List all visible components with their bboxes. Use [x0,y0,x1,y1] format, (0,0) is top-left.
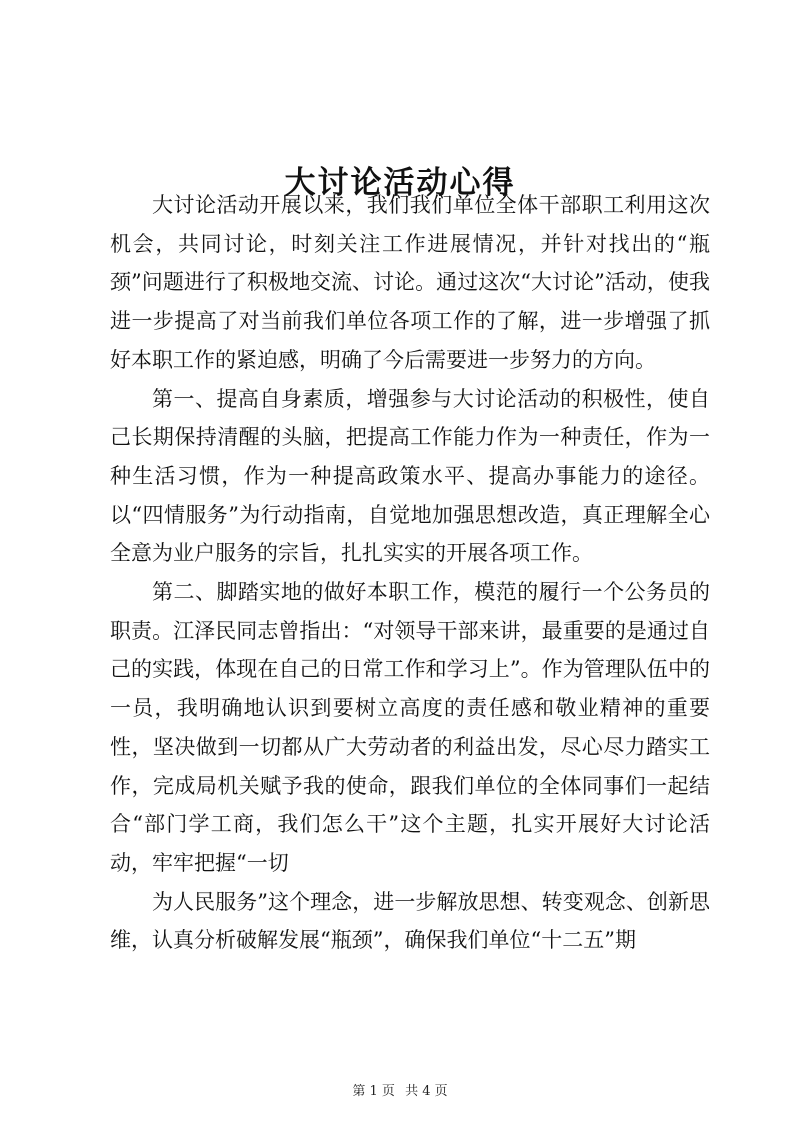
paragraph-point-one: 第一、提高自身素质，增强参与大讨论活动的积极性，使自己长期保持清醒的头脑，把提高工作能力作为一种责任，作为一种生活习惯，作为一种提高政策水平、提高办事能力的途径。以“四情服务”为行动指南，自觉地加强思想改造，真正理解全心全意为业户服务的宗旨，扎扎实实的开展各项工作。 [110,386,710,566]
paragraph-continuation: 为人民服务”这个理念，进一步解放思想、转变观念、创新思维，认真分析破解发展“瓶颈”，确保我们单位“十二五”期 [110,889,710,953]
page-total: 共 4 页 [405,1084,448,1099]
paragraph-point-two: 第二、脚踏实地的做好本职工作，模范的履行一个公务员的职责。江泽民同志曾指出：“对领导干部来讲，最重要的是通过自己的实践，体现在自己的日常工作和学习上”。作为管理队伍中的一员，我明确地认识到要树立高度的责任感和敬业精神的重要性，坚决做到一切都从广大劳动者的利益出发，尽心尽力踏实工作，完成局机关赋予我的使命，跟我们单位的全体同事们一起结合“部门学工商，我们怎么干”这个主题，扎实开展好大讨论活动，牢牢把握“一切 [110,580,710,875]
page-title: 大讨论活动心得 [284,164,516,201]
paragraph-intro: 大讨论活动开展以来，我们我们单位全体干部职工利用这次机会，共同讨论，时刻关注工作进展情况，并针对找出的“瓶颈”问题进行了积极地交流、讨论。通过这次“大讨论”活动，使我进一步提高了对当前我们单位各项工作的了解，进一步增强了抓好本职工作的紧迫感，明确了今后需要进一步努力的方向。 [110,193,710,372]
page-footer [0,1083,800,1101]
page-number: 第 1 页 [352,1084,395,1099]
document-body [110,186,710,960]
